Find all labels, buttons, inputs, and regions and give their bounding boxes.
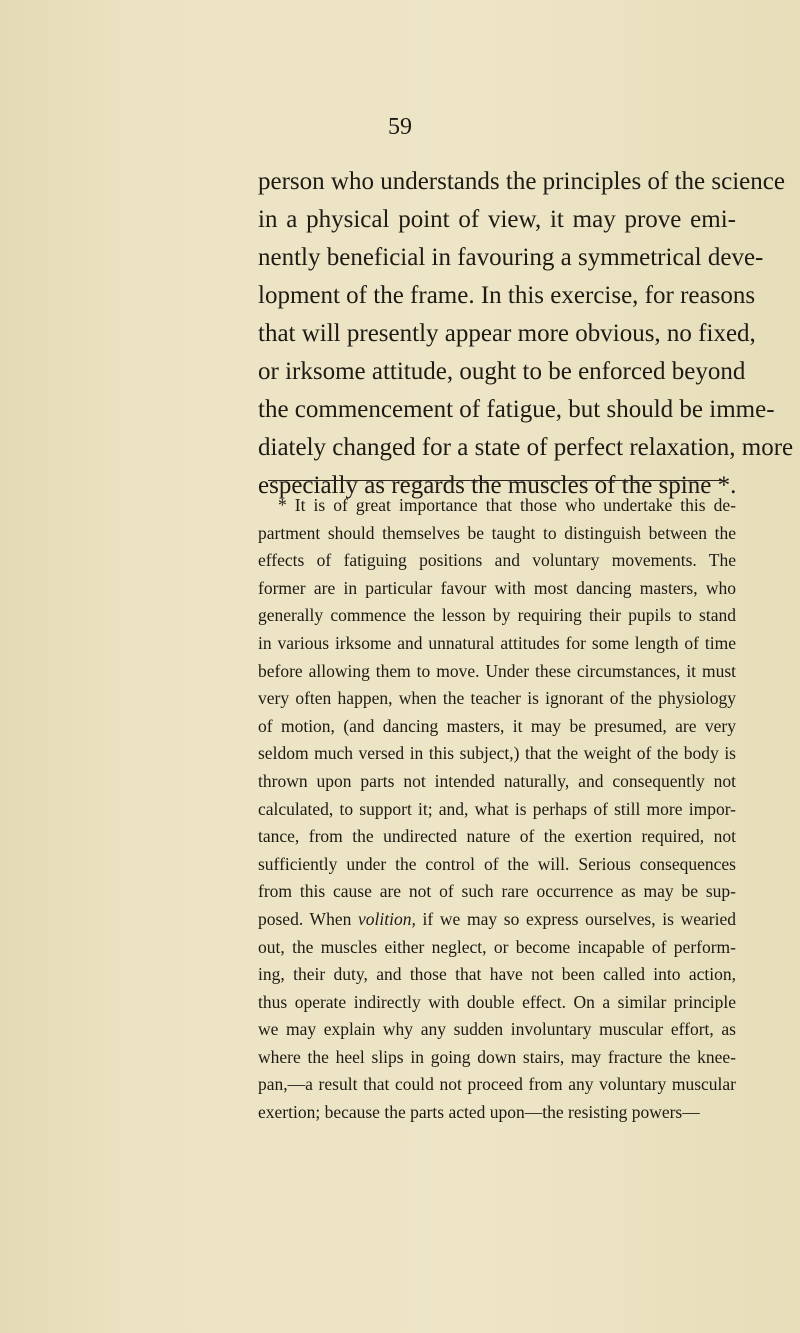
footnote-line-with-italic <box>258 906 736 934</box>
text-line: or irksome attitude, ought to be enforced beyond <box>258 358 746 385</box>
footnote-line: we may explain why any sudden involuntary muscular effort, as <box>258 1019 736 1040</box>
footnote-line: generally commence the lesson by requiring their pupils to stand <box>258 605 736 626</box>
text-line: especially as regards the muscles of the spine *. <box>258 472 737 499</box>
footnote-text: posed. When <box>258 908 352 929</box>
text-line: lopment of the frame. In this exercise, for reasons <box>258 282 756 309</box>
footnote-line: in various irksome and unnatural attitudes for some length of time <box>258 632 736 653</box>
text-line: the commencement of fatigue, but should be imme- <box>258 396 775 423</box>
footnote-line: ing, their duty, and those that have not been called into action, <box>258 964 736 985</box>
footnote-line: calculated, to support it; and, what is perhaps of still more impor- <box>258 798 736 819</box>
footnote-line: effects of fatiguing positions and voluntary movements. The <box>258 550 736 571</box>
footnote-line: former are in particular favour with most dancing masters, who <box>258 577 736 598</box>
footnote-line: seldom much versed in this subject,) that the weight of the body is <box>258 743 736 764</box>
footnote-line: * It is of great importance that those who undertake this de- <box>278 495 736 515</box>
footnote-line: pan,—a result that could not proceed from any voluntary muscular <box>258 1074 736 1095</box>
text-line: in a physical point of view, it may prove emi- <box>258 206 736 233</box>
footnote-line: sufficiently under the control of the will. Serious consequences <box>258 853 736 874</box>
footnote-line: out, the muscles either neglect, or become incapable of perform- <box>258 936 736 957</box>
text-line: nently beneficial in favouring a symmetrical deve- <box>258 244 764 271</box>
footnote-line: partment should themselves be taught to distinguish between the <box>258 522 736 543</box>
footnote-line: tance, from the undirected nature of the exertion required, not <box>258 826 736 847</box>
footnote-line: exertion; because the parts acted upon—the resisting powers— <box>258 1102 700 1123</box>
footnote-line: very often happen, when the teacher is ignorant of the physiology <box>258 688 736 709</box>
footnote-line: before allowing them to move. Under these circumstances, it must <box>258 660 736 681</box>
footnote-line: of motion, (and dancing masters, it may be presumed, are very <box>258 715 736 736</box>
text-line: person who understands the principles of the science <box>258 168 785 195</box>
footnote-divider <box>268 480 726 481</box>
footnote-text: if we may so express ourselves, is wearied <box>415 908 736 929</box>
footnote-line: from this cause are not of such rare occurrence as may be sup- <box>258 881 736 902</box>
page-number: 59 <box>388 114 412 140</box>
italic-term: volition, <box>358 908 416 929</box>
footnote-line: thus operate indirectly with double effect. On a similar principle <box>258 991 736 1012</box>
footnote-line: where the heel slips in going down stairs, may fracture the knee- <box>258 1046 736 1067</box>
main-paragraph <box>258 163 794 505</box>
footnote <box>258 492 736 1127</box>
footnote-line: thrown upon parts not intended naturally, and consequently not <box>258 770 736 791</box>
text-line: that will presently appear more obvious, no fixed, <box>258 320 756 347</box>
text-line: diately changed for a state of perfect relaxation, more <box>258 434 794 461</box>
